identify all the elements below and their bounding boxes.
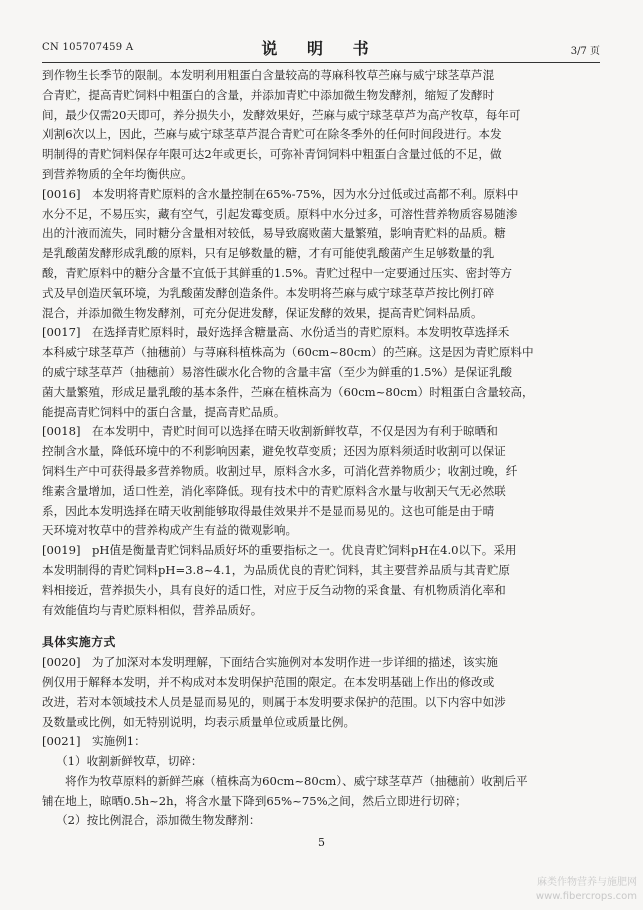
- text-line: 出的汁液而流失，同时糖分含量相对较低，易导致腐败菌大量繁殖，影响青贮料的品质。糖: [42, 226, 506, 241]
- text-line: 刈割6次以上，因此，苎麻与威宁球茎草芦混合青贮可在除冬季外的任何时间段进行。本发: [42, 127, 502, 142]
- paragraph-text: 本发明将青贮原料的含水量控制在65%-75%，因为水分过低或过高都不利。原料中: [92, 186, 519, 201]
- paragraph-first-line: [42, 653, 600, 673]
- paragraph-text: 在选择青贮原料时，最好选择含糖量高、水份适当的青贮原料。本发明牧草选择禾: [92, 325, 510, 340]
- text-line: 饲料生产中可获得最多营养物质。收割过早，原料含水多，可消化营养物质少；收割过晚，纤: [42, 463, 518, 478]
- text-line: 水分不足，不易压实，藏有空气，引起发霉变质。原料中水分过多，可溶性营养物质容易随渗: [42, 206, 518, 221]
- text-line: 到作物生长季节的限制。本发明利用粗蛋白含量较高的荨麻科牧草苎麻与威宁球茎草芦混: [42, 68, 495, 82]
- text-line: 维素含量增加，适口性差，消化率降低。现有技术中的青贮原料含水量与收割天气无必然联: [42, 483, 506, 498]
- text-line: 式及早创造厌氧环境，为乳酸菌发酵创造条件。本发明将苎麻与威宁球茎草芦按比例打碎: [42, 285, 495, 300]
- document-title: 说 明 书: [261, 39, 381, 58]
- paragraph-first-line: [42, 185, 600, 205]
- text-line: 酸，青贮原料中的糖分含量不宜低于其鲜重的1.5%。青贮过程中一定要通过压实、密封等方: [42, 265, 513, 280]
- paragraph-first-line: [42, 732, 600, 752]
- page-header: [42, 36, 600, 62]
- paragraph-first-line: [42, 323, 600, 343]
- step-heading: （2）按比例混合，添加微生物发酵剂：: [56, 813, 261, 828]
- text-line: 系，因此本发明选择在晴天收割能够取得最佳效果并不是显而易见的。这也可能是由于晴: [42, 503, 495, 518]
- paragraph-first-line: [42, 422, 600, 442]
- text-line: 的威宁球茎草芦（抽穗前）易溶性碳水化合物的含量丰富（至少为鲜重的1.5%）是保证乳酸: [42, 364, 513, 379]
- step-heading: （1）收割新鲜牧草，切碎：: [56, 754, 203, 769]
- paragraph-text: 为了加深对本发明理解，下面结合实施例对本发明作进一步详细的描述，该实施: [92, 655, 498, 670]
- paragraph-number: [0019]: [42, 543, 81, 558]
- paragraph-number: [0020]: [42, 655, 81, 670]
- text-line: 将作为牧草原料的新鲜苎麻（植株高为60cm~80cm）、威宁球茎草芦（抽穗前）收割后平: [65, 773, 528, 788]
- document-body: [42, 66, 600, 831]
- watermark-text: 麻类作物营养与施肥网: [537, 877, 637, 888]
- paragraph-number: [0017]: [42, 325, 81, 340]
- section-gap: [42, 620, 600, 633]
- text-line: 本发明制得的青贮饲料pH=3.8~4.1，为品质优良的青贮饲料，其主要营养品质与其青贮原: [42, 562, 511, 577]
- text-line: 本科威宁球茎草芦（抽穗前）与荨麻科植株高为（60cm~80cm）的苎麻。这是因为青贮原料中: [42, 345, 534, 360]
- text-line: 菌大量繁殖，形成足量乳酸的基本条件，苎麻在植株高为（60cm~80cm）时粗蛋白含量较高，: [42, 384, 534, 399]
- paragraph-number: [0021]: [42, 734, 81, 749]
- text-line: 天环境对牧草中的营养构成产生有益的微观影响。: [42, 523, 298, 538]
- text-line: 例仅用于解释本发明，并不构成对本发明保护范围的限定。在本发明基础上作出的修改或: [42, 674, 495, 689]
- text-line: 料相接近，营养损失小，具有良好的适口性，对应于反刍动物的采食量、有机物质消化率和: [42, 582, 506, 597]
- paragraph-text: 实施例1：: [92, 734, 146, 749]
- watermark-url: www.fibercrops.com: [535, 891, 637, 902]
- text-line: 是乳酸菌发酵形成乳酸的原料，只有足够数量的糖，才有可能使乳酸菌产生足够数量的乳: [42, 246, 495, 261]
- paragraph-number: [0016]: [42, 186, 81, 201]
- paragraph-number: [0018]: [42, 424, 81, 439]
- header-divider: [42, 62, 600, 63]
- text-line: 及数量或比例，如无特别说明，均表示质量单位或质量比例。: [42, 714, 356, 729]
- paragraph-text: pH值是衡量青贮饲料品质好坏的重要指标之一。优良青贮饲料pH在4.0以下。采用: [92, 543, 517, 558]
- watermark: [536, 876, 637, 904]
- text-line: 改进，若对本领域技术人员是显而易见的，则属于本发明要求保护的范围。以下内容中如涉: [42, 694, 506, 709]
- page-indicator: 3/7 页: [570, 46, 600, 57]
- paragraph-first-line: [42, 541, 600, 561]
- text-line: 合青贮，提高青贮饲料中粗蛋白的含量，并添加青贮中添加微生物发酵剂，缩短了发酵时: [42, 87, 495, 102]
- text-line: 能提高青贮饲料中的蛋白含量，提高青贮品质。: [42, 404, 286, 419]
- text-line: 有效能值均与青贮原料相似，营养品质好。: [42, 602, 263, 617]
- section-heading: 具体实施方式: [42, 635, 116, 650]
- text-line: 混合，并添加微生物发酵剂，可充分促进发酵，保证发酵的效果，提高青贮饲料品质。: [42, 305, 483, 320]
- patent-number: CN 105707459 A: [42, 42, 134, 53]
- page-number: 5: [318, 836, 325, 849]
- text-line: 明制得的青贮饲料保存年限可达2年或更长，可弥补青饲饲料中粗蛋白含量过低的不足，做: [42, 147, 502, 162]
- text-line: 控制含水量，降低环境中的不利影响因素，避免牧草变质；还因为原料须适时收割可以保证: [42, 444, 506, 459]
- text-line: 到营养物质的全年均衡供应。: [42, 166, 193, 181]
- text-line: 铺在地上，晾晒0.5h~2h，将含水量下降到65%~75%之间，然后立即进行切碎；: [42, 793, 467, 808]
- text-line: 间，最少仅需20天即可，养分损失小，发酵效果好，苎麻与威宁球茎草芦为高产牧草，每年可: [42, 107, 521, 122]
- paragraph-text: 在本发明中，青贮时间可以选择在晴天收割新鲜牧草，不仅是因为有利于晾晒和: [92, 424, 498, 439]
